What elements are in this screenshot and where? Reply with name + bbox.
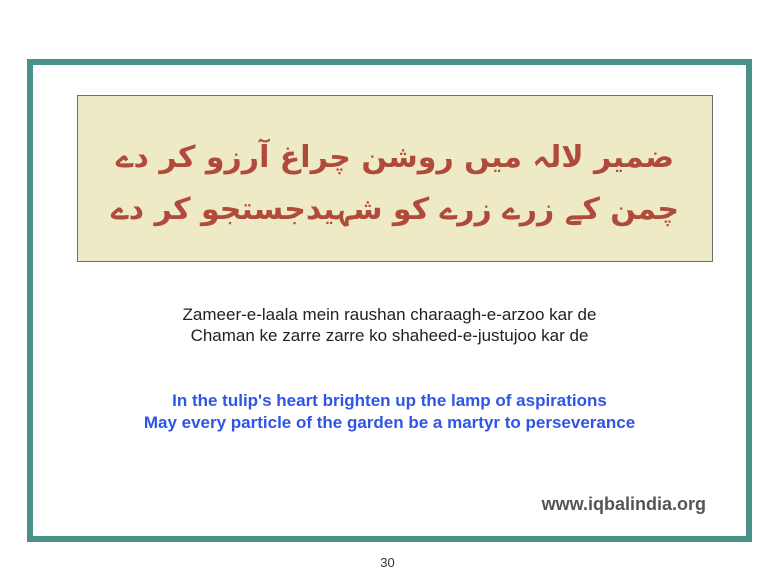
urdu-verse-line-2: چمن کے زرے زرے کو شہیدجستجو کر دے (111, 192, 679, 227)
translation-line-2: May every particle of the garden be a martyr to perseverance (143, 413, 636, 432)
page-number: 30 (380, 555, 395, 570)
transliteration-line-2: Chaman ke zarre zarre ko shaheed-e-justujoo kar de (190, 326, 589, 345)
slide-frame (27, 59, 752, 542)
transliteration-line-1: Zameer-e-laala mein raushan charaagh-e-arzoo kar de (182, 305, 597, 324)
translation-line-1: In the tulip's heart brighten up the lamp of aspirations (172, 391, 607, 410)
urdu-verse-line-1: ضمیر لالہ میں روشن چراغ آرزو کر دے (115, 140, 675, 175)
urdu-verse-box (77, 95, 713, 262)
website-url: www.iqbalindia.org (541, 494, 706, 514)
